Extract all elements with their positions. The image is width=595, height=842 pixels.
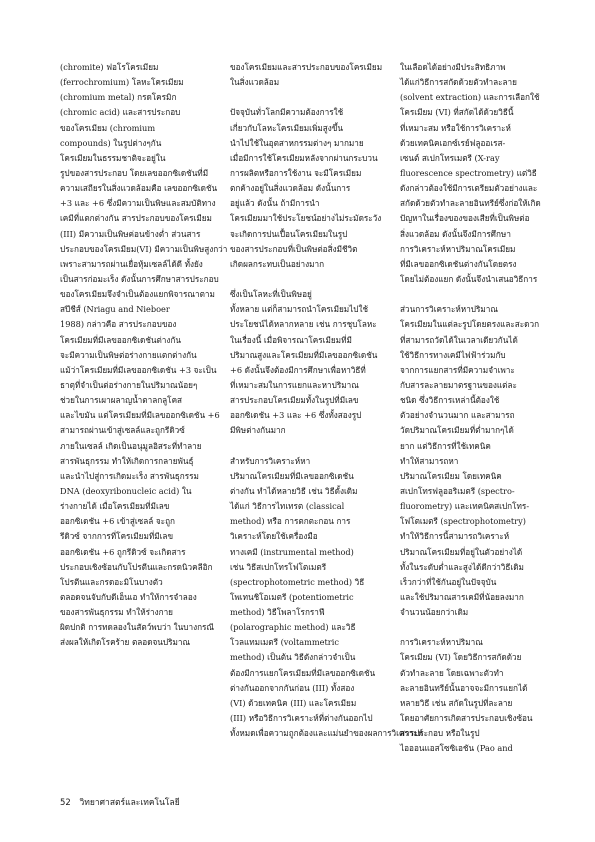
text-line: โครเมียม (VI) โดยวิธีการสกัดด้วย: [400, 652, 522, 663]
text-line: ส่งผลให้เกิดโรคร้าย ตลอดจนปริมาณ: [60, 637, 191, 648]
text-line: (VI) ด้วยเทคนิค (III) และโครเมียม: [230, 697, 357, 708]
text-line: ออกซิเดชัน +6 เข้าสู่เซลล์ จะถูก: [60, 516, 175, 527]
text-line: สารประกอบโครเมียมทั้งในรูปที่มีเลข: [230, 395, 359, 406]
text-line: รีดิวซ์ จากการที่โครเมียมที่มีเลข: [60, 531, 174, 542]
text-line: สารประกอบ หรือในรูป: [400, 728, 480, 739]
text-line: การวิเคราะห์หาปริมาณ: [400, 637, 483, 648]
text-line: เช่น วิธีสเปกโทรโฟโตเมตรี: [230, 561, 327, 572]
text-line: ที่สามารถวัดได้ในเวลาเดียวกันได้: [400, 334, 518, 345]
journal-title: วิทยาศาสตร์และเทคโนโลยี: [79, 798, 180, 808]
text-line: สำหรับการวิเคราะห์หา: [230, 455, 311, 466]
text-line: ปัจจุบันทั่วโลกมีความต้องการใช้: [230, 107, 344, 118]
text-line: ต่างกันออกจากกันก่อน (III) ทั้งสอง: [230, 682, 355, 693]
text-line: ซึ่งเป็นโลหะที่เป็นพิษอยู่: [230, 289, 312, 300]
text-line: เป็นสารก่อมะเร็ง ดังนั้นการศึกษาสารประกอบ: [60, 273, 219, 284]
text-line: ต้องมีการแยกโครเมียมที่มีเลขออกซิเดชัน: [230, 667, 376, 678]
text-line: ได้แก่ วิธีการไทเทรต (classical: [230, 501, 345, 512]
text-line: โดยไม่ต้องแยก ดังนั้นจึงนำเสนอวิธีการ: [400, 273, 538, 284]
text-line: ปริมาณโครเมียมที่มีเลขออกซิเดชัน: [230, 470, 354, 481]
text-line: จากการแยกสารที่มีความจำเพาะ: [400, 364, 515, 375]
text-line: ที่เหมาะสมในการแยกและหาปริมาณ: [230, 379, 359, 390]
text-line: อยู่แล้ว ดังนั้น ถ้ามีการนำ: [230, 198, 320, 209]
text-line: สเปกโทรฟลูออริเมตรี (spectro-: [400, 485, 515, 496]
text-line: ผิดปกติ การทดลองในสัตว์พบว่า ในบางกรณี: [60, 622, 215, 633]
text-line: จะมีความเป็นพิษต่อร่างกายแตกต่างกัน: [60, 349, 197, 360]
text-line: โปรตีนและกรดอะมิโนบางตัว: [60, 576, 163, 587]
text-line: ในเรื่องนี้ เมื่อพิจารณาโครเมียมที่มี: [230, 334, 352, 345]
text-line: +3 และ +6 ซึ่งมีความเป็นพิษและสมบัติทาง: [60, 198, 216, 209]
text-line: ปริมาณโครเมียม โดยเทคนิค: [400, 470, 502, 481]
text-line: ออกซิเดชัน +3 และ +6 ซึ่งทั้งสองรูป: [230, 410, 362, 421]
text-line: method) เป็นต้น วิธีดังกล่าวจำเป็น: [230, 652, 356, 663]
text-line: สปีชีส์ (Nriagu and Nieboer: [60, 304, 170, 315]
text-line: fluorometry) และเทคนิคสเปกโทร-: [400, 501, 530, 512]
text-line: วัดปริมาณโครเมียมที่ต่ำมากๆได้: [400, 425, 514, 436]
text-line: จะเกิดการปนเปื้อนโครเมียมในรูป: [230, 228, 348, 239]
text-line: (chromic acid) และสารประกอบ: [60, 107, 181, 118]
text-line: ทำให้วิธีการนี้สามารถวิเคราะห์: [400, 531, 510, 542]
text-line: +6 ดังนั้นจึงต้องมีการศึกษาเพื่อหาวิธีที่: [230, 364, 366, 375]
text-line: ประกอบของโครเมียม(VI) มีความเป็นพิษสูงกว่า: [60, 243, 228, 254]
text-line: ด้วยเทคนิคเอกซ์เรย์ฟลูออเรส-: [400, 137, 506, 148]
text-line: ทางเคมี (instrumental method): [230, 546, 354, 557]
text-line: โพเทนชิโอเมตรี (potentiometric: [230, 591, 354, 602]
text-line: method) วิธีโพลาโรกราฟี: [230, 607, 325, 618]
text-line: รูปของสารประกอบ โดยเลขออกซิเดชันที่มี: [60, 167, 209, 178]
text-line: ที่เหมาะสม หรือใช้การวิเคราะห์: [400, 122, 511, 133]
text-line: (III) มีความเป็นพิษค่อนข้างต่ำ ส่วนสาร: [60, 228, 201, 239]
text-line: นำไปใช้ในอุตสาหกรรมต่างๆ มากมาย: [230, 137, 364, 148]
text-line: ที่มีเลขออกซิเดชันต่างกันโดยตรง: [400, 258, 517, 269]
text-line: ในเลือดได้อย่างมีประสิทธิภาพ: [400, 62, 506, 72]
text-line: สามารถผ่านเข้าสู่เซลล์และถูกรีดิวซ์: [60, 425, 185, 436]
text-line: compounds) ในรูปต่างๆกัน: [60, 137, 162, 148]
text-line: โครเมียมที่มีเลขออกซิเดชันต่างกัน: [60, 334, 181, 345]
text-line: ทำให้สามารถหา: [400, 455, 459, 466]
text-line: และไขมัน แต่โครเมียมที่มีเลขออกซิเดชัน +6: [60, 410, 220, 421]
text-line: ทั้งในระดับต่ำและสูงได้ดีกว่าวิธีเดิม: [400, 561, 524, 572]
text-line: โครเมียม (VI) ที่สกัดได้ด้วยวิธีนี้: [400, 107, 514, 118]
text-line: ใช้วิธีการทางเคมีไฟฟ้าร่วมกับ: [400, 349, 506, 360]
text-line: เคมีที่แตกต่างกัน สารประกอบของโครเมียม: [60, 213, 212, 224]
text-line: ละลายอินทรีย์นั้นอาจจะมีการแยกได้: [400, 682, 528, 693]
text-line: ภายในเซลล์ เกิดเป็นอนุมูลอิสระที่ทำลาย: [60, 440, 202, 451]
text-line: โครเมียมมาใช้ประโยชน์อย่างไม่ระมัดระวัง: [230, 213, 382, 224]
text-line: [230, 439, 358, 454]
text-line: กับสารละลายมาตรฐานของแต่ละ: [400, 379, 517, 390]
text-line: ดังกล่าวต้องใช้มีการเตรียมตัวอย่างและ: [400, 183, 538, 194]
text-line: โฟโตเมตรี (spectrophotometry): [400, 516, 526, 527]
text-line: เพราะสามารถผ่านเยื่อหุ้มเซลล์ได้ดี ทั้งยัง: [60, 258, 203, 269]
text-line: แม้ว่าโครเมียมที่มีเลขออกซิเดชัน +3 จะเป็น: [60, 364, 217, 375]
text-line: 1988) กล่าวคือ สารประกอบของ: [60, 319, 177, 330]
text-line: [230, 272, 358, 287]
text-line: ของโครเมียมและสารประกอบของโครเมียม: [230, 62, 383, 72]
text-line: ยาก แต่วิธีการที่ใช้เทคนิค: [400, 440, 491, 451]
text-line: วิเคราะห์โดยใช้เครื่องมือ: [230, 531, 318, 542]
text-line: ของสารพันธุกรรม ทำให้ร่างกาย: [60, 607, 173, 618]
page-number: 52: [60, 798, 71, 808]
page-footer: [60, 795, 186, 809]
text-line: ความเสถียรในสิ่งแวดล้อมคือ เลขออกซิเดชัน: [60, 183, 218, 194]
text-line: จำนวนน้อยกว่าเดิม: [400, 607, 469, 618]
text-line: (ferrochromium) โลหะโครเมียม: [60, 77, 184, 88]
text-line: เมื่อมีการใช้โครเมียมหลังจากผ่านกระบวน: [230, 152, 378, 163]
text-line: ตัวอย่างจำนวนมาก และสามารถ: [400, 410, 515, 421]
text-line: fluorescence spectrometry) แต่วิธี: [400, 167, 537, 178]
text-line: ตกค้างอยู่ในสิ่งแวดล้อม ดังนั้นการ: [230, 183, 351, 194]
text-line: method) หรือ การตกตะกอน การ: [230, 516, 351, 527]
text-line: ปริมาณสูงและโครเมียมที่มีเลขออกซิเดชัน: [230, 349, 378, 360]
text-line: (spectrophotometric method) วิธี: [230, 576, 365, 587]
text-line: ปริมาณโครเมียมที่อยู่ในตัวอย่างได้: [400, 546, 523, 557]
text-line: [230, 90, 358, 105]
text-column-left: [60, 60, 228, 650]
text-line: ธาตุที่จำเป็นต่อร่างกายในปริมาณน้อยๆ: [60, 379, 198, 390]
text-line: ของสารประกอบที่เป็นพิษต่อสิ่งมีชีวิต: [230, 243, 358, 254]
text-line: ประโยชน์ได้หลากหลาย เช่น การชุบโลหะ: [230, 319, 377, 330]
text-line: ของโครเมียมจึงจำเป็นต้องแยกพิจารณาตาม: [60, 289, 215, 300]
text-line: เกี่ยวกับโลหะโครเมียมเพิ่มสูงขึ้น: [230, 122, 343, 133]
text-line: ของโครเมียม (chromium: [60, 122, 156, 133]
text-line: หลายวิธี เช่น สกัดในรูปที่ละลาย: [400, 697, 513, 708]
text-line: (polarographic method) และวิธี: [230, 622, 356, 633]
text-line: ส่วนการวิเคราะห์หาปริมาณ: [400, 304, 498, 315]
text-line: สารพันธุกรรม ทำให้เกิดการกลายพันธุ์: [60, 455, 194, 466]
text-line: DNA (deoxyribonucleic acid) ใน: [60, 485, 192, 496]
text-line: เร็วกว่าที่ใช้กันอยู่ในปัจจุบัน: [400, 576, 497, 587]
text-line: โดยอาศัยการเกิดสารประกอบเชิงซ้อน: [400, 713, 533, 724]
text-line: ออกซิเดชัน +6 ถูกรีดิวซ์ จะเกิดสาร: [60, 546, 186, 557]
text-line: ประกอบเชิงซ้อนกับโปรตีนและกรดนิวคลีอิก: [60, 561, 213, 572]
text-line: และนำไปสู่การเกิดมะเร็ง สารพันธุกรรม: [60, 470, 199, 481]
text-line: สกัดด้วยตัวทำละลายอินทรีย์ซึ่งก่อให้เกิด: [400, 198, 541, 209]
text-line: สิ่งแวดล้อม ดังนั้นจึงมีการศึกษา: [400, 228, 511, 239]
text-line: โครเมียมในธรรมชาติจะอยู่ใน: [60, 152, 166, 163]
text-line: ทั้งหมดเพื่อความถูกต้องและแม่นยำของผลการวิเคราะห์: [230, 728, 424, 739]
text-column-middle: [230, 60, 424, 741]
text-line: เซนต์ สเปกโทรเมตรี (X-ray: [400, 152, 500, 163]
text-line: ตัวทำละลาย โดยเฉพาะตัวทำ: [400, 667, 504, 678]
text-line: ตลอดจนจับกับดีเอ็นเอ ทำให้การจำลอง: [60, 591, 197, 602]
text-line: ปัญหาในเรื่องของของเสียที่เป็นพิษต่อ: [400, 213, 530, 224]
text-line: [400, 287, 528, 302]
text-line: ชนิด ซึ่งวิธีการเหล่านี้ต้องใช้: [400, 395, 500, 406]
text-line: (chromium metal) กรดโครมิก: [60, 92, 177, 103]
text-line: มีพิษต่างกันมาก: [230, 425, 286, 436]
text-line: (solvent extraction) และการเลือกใช้: [400, 92, 540, 103]
text-line: การวิเคราะห์หาปริมาณโครเมียม: [400, 243, 516, 254]
text-line: (chromite) ฟอโรโครเมียม: [60, 62, 159, 72]
text-line: โวลแทมเมตรี (voltammetric: [230, 637, 339, 648]
text-line: โครเมียมในแต่ละรูปโดยตรงและสะดวก: [400, 319, 540, 330]
text-line: เกิดผลกระทบเป็นอย่างมาก: [230, 258, 325, 269]
text-line: [400, 620, 528, 635]
text-line: ไอออนแอสโซซิเอชัน (Pao and: [400, 743, 513, 754]
text-line: ร่างกายได้ เมื่อโครเมียมที่มีเลข: [60, 501, 170, 512]
text-line: ต่างกัน ทำได้หลายวิธี เช่น วิธีดั้งเดิม: [230, 485, 358, 496]
text-line: และใช้ปริมาณสารเคมีที่น้อยลงมาก: [400, 591, 524, 602]
text-line: ได้แก่วิธีการสกัดด้วยตัวทำละลาย: [400, 77, 517, 88]
text-line: ช่วยในการเผาผลาญน้ำตาลกลูโคส: [60, 395, 183, 406]
text-line: การผลิตหรือการใช้งาน จะมีโครเมียม: [230, 167, 362, 178]
text-line: ทั้งหลาย แต่ก็สามารถนำโครเมียมไปใช้: [230, 304, 369, 315]
text-line: ในสิ่งแวดล้อม: [230, 77, 280, 88]
text-column-right: [400, 60, 541, 756]
text-line: (III) หรือวิธีการวิเคราะห์ที่ต่างกันออกไป: [230, 713, 373, 724]
